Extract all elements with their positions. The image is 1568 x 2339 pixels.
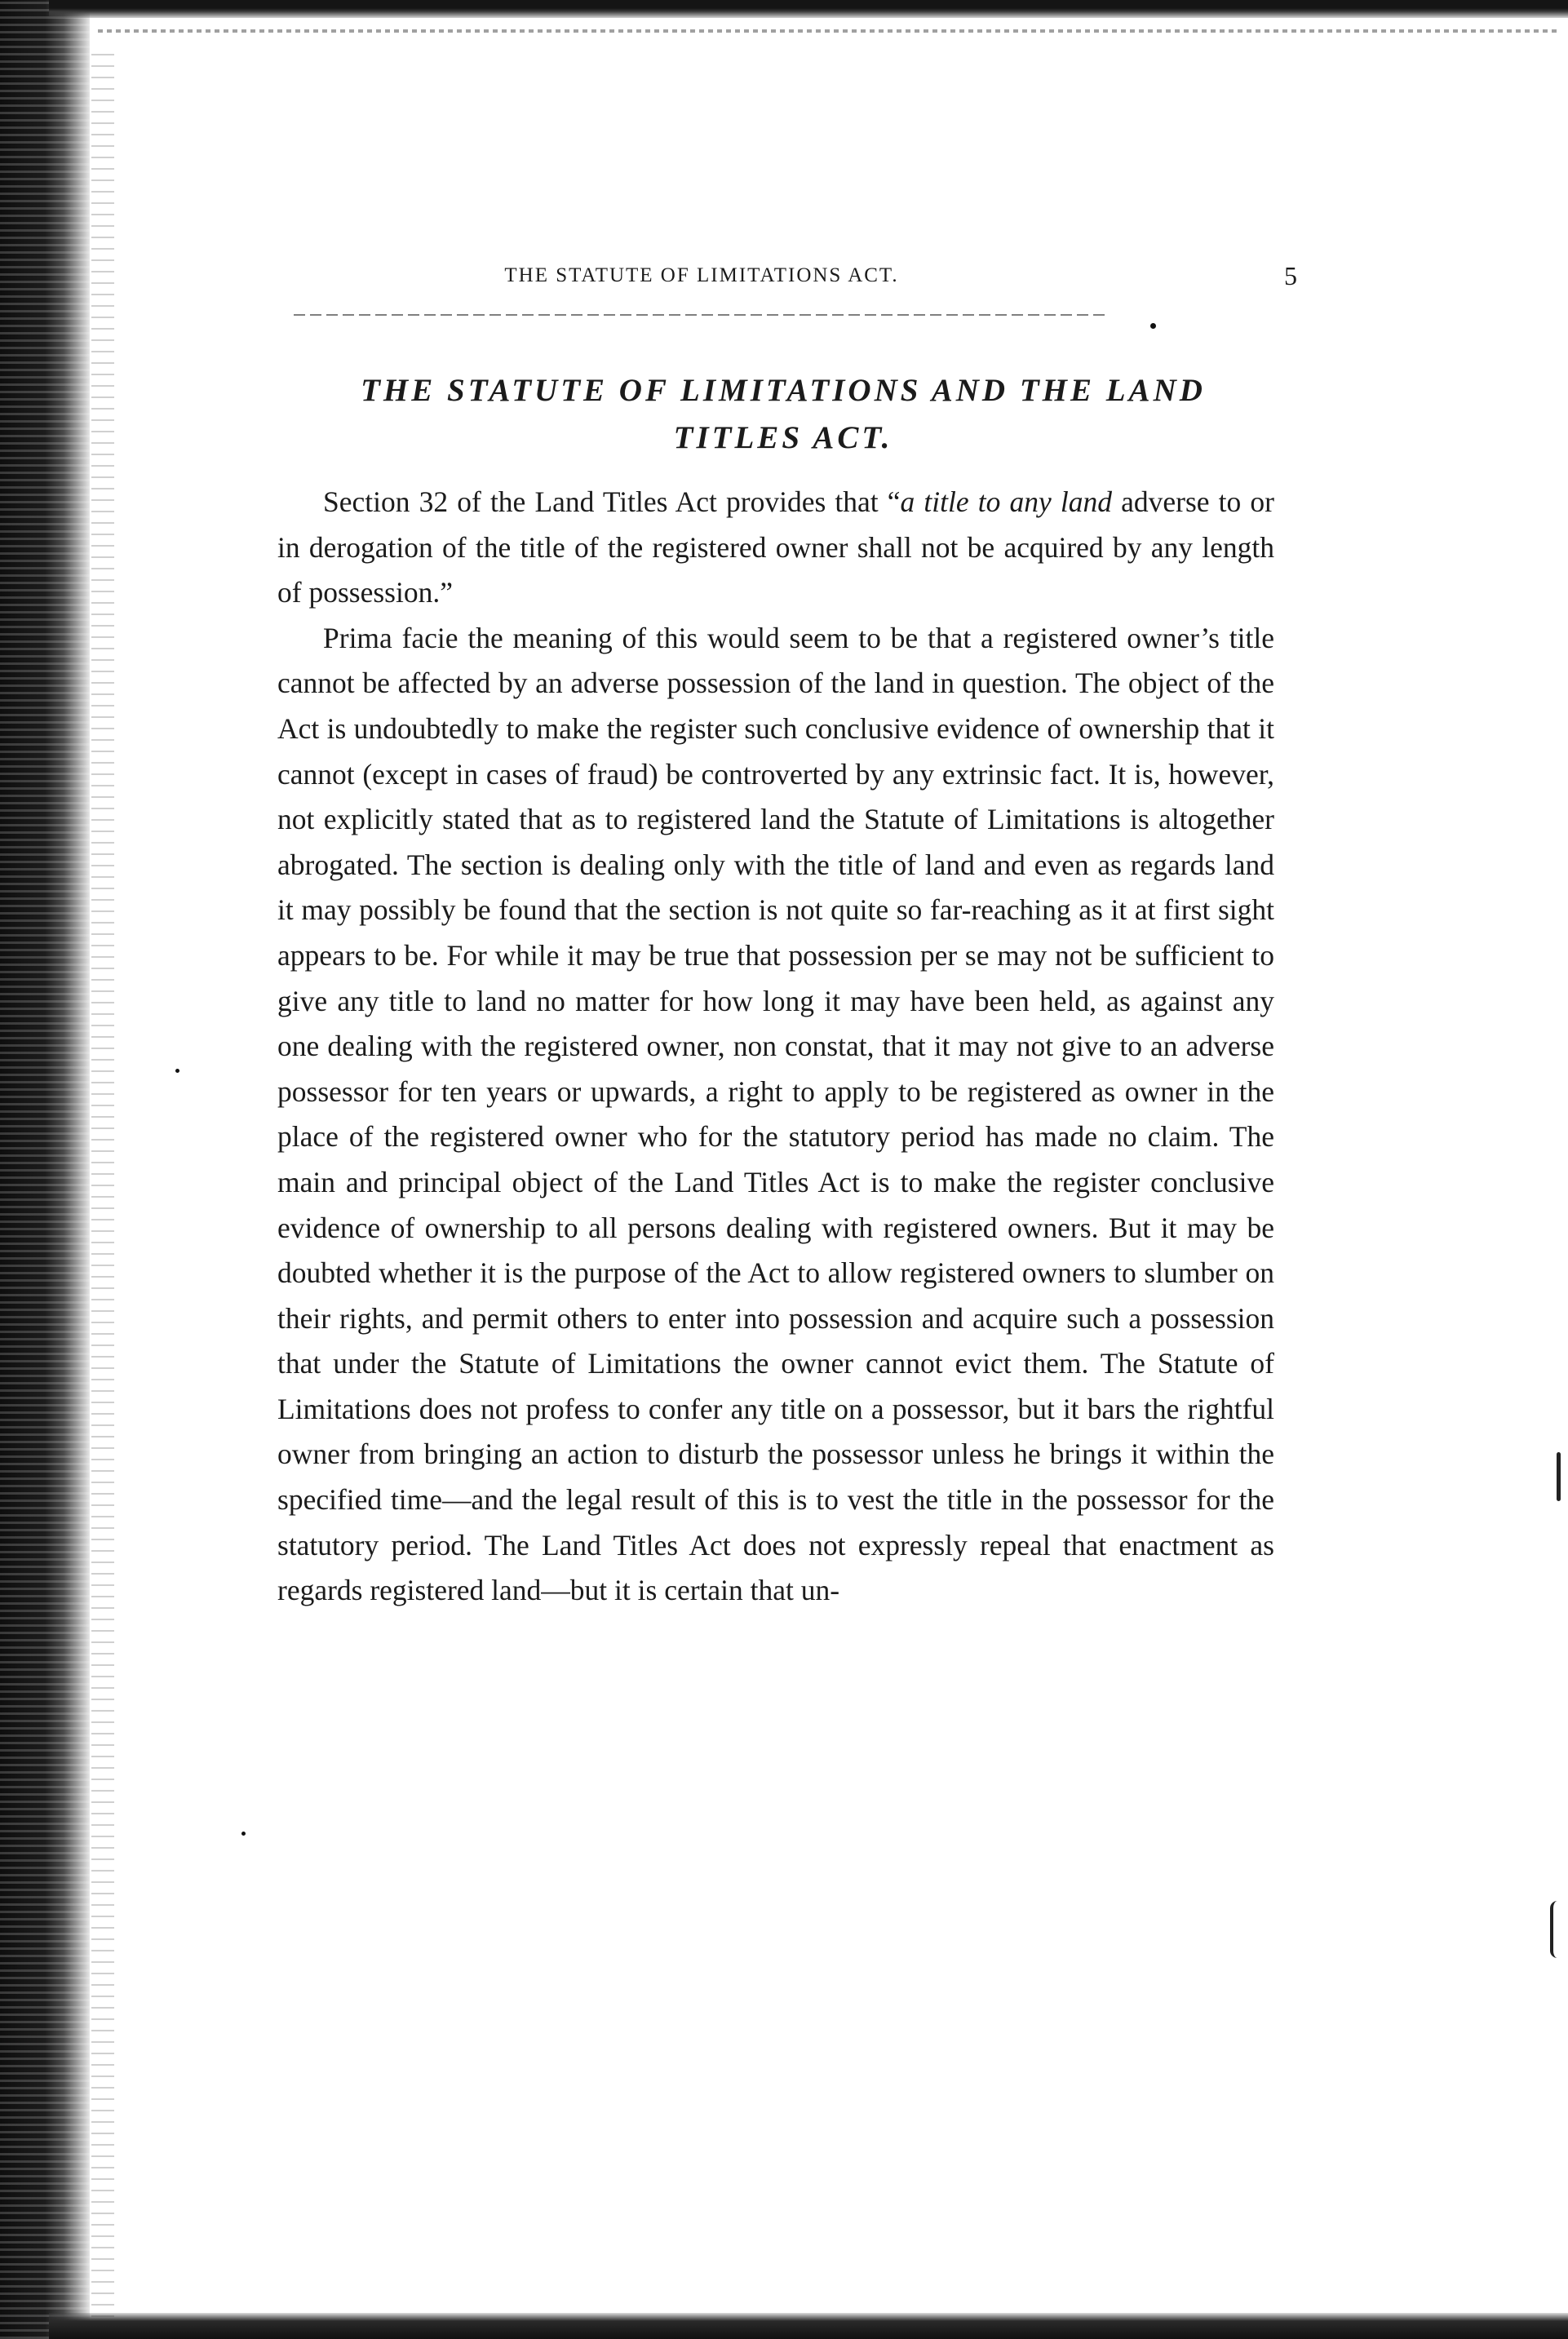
scan-speck xyxy=(241,1832,246,1836)
article-body xyxy=(277,480,1274,1614)
article-title-line-1: THE STATUTE OF LIMITATIONS AND THE LAND xyxy=(361,373,1206,408)
scan-margin-bracket xyxy=(1550,1901,1557,1958)
header-rule xyxy=(294,314,1110,316)
running-head-title: THE STATUTE OF LIMITATIONS ACT. xyxy=(504,264,899,286)
scan-speck xyxy=(175,1069,179,1073)
scan-margin-mark xyxy=(1557,1452,1561,1501)
scan-speck xyxy=(1150,323,1156,329)
article-title-line-2: TITLES ACT. xyxy=(673,420,893,455)
scan-spine-texture xyxy=(91,49,114,2317)
paragraph-1-quoted-emphasis: a title to any land xyxy=(900,485,1113,518)
scan-top-rule xyxy=(98,29,1558,33)
paragraph-1-tail: adverse to or in derogation of the title of the registered owner shall not be acquired by any length of possession.” xyxy=(277,485,1274,609)
scan-spine-shadow xyxy=(0,0,90,2339)
page-number: 5 xyxy=(1284,261,1297,290)
article-title xyxy=(277,367,1289,462)
paragraph-1 xyxy=(277,480,1274,616)
scan-top-edge xyxy=(49,0,1568,18)
scan-bottom-edge xyxy=(49,2313,1568,2339)
paragraph-1-lead: Section 32 of the Land Titles Act provides that “ xyxy=(323,485,901,518)
running-head xyxy=(277,259,1305,292)
paragraph-2: Prima facie the meaning of this would seem to be that a registered owner’s title cannot be affected by an adverse possession of the land in question. The object of the Act is undoubtedly to make the register such conclusive evidence of ownership that it cannot (except in cases of fraud) be controverted by any extrinsic fact. It is, however, not explicitly stated that as to registered land the Statute of Limitations is altogether abrogated. The section is dealing only with the title of land and even as regards land it may possibly be found that the section is not quite so far-reaching as it at first sight appears to be. For while it may be true that possession per se may not be sufficient to give any title to land no matter for how long it may have been held, as against any one dealing with the registered owner, non constat, that it may not give to an adverse possessor for ten years or upwards, a right to apply to be registered as owner in the place of the registered owner who for the statutory period has made no claim. The main and principal object of the Land Titles Act is to make the register conclusive evidence of ownership to all persons dealing with registered owners. But it may be doubted whether it is the purpose of the Act to allow registered owners to slumber on their rights, and permit others to enter into possession and acquire such a possession that under the Statute of Limitations the owner cannot evict them. The Statute of Limitations does not profess to confer any title on a possessor, but it bars the rightful owner from bringing an action to disturb the possessor unless he brings it within the specified time—and the legal result of this is to vest the title in the possessor for the statutory period. The Land Titles Act does not expressly repeal that enactment as regards registered land—but it is certain that un- xyxy=(277,621,1274,1607)
